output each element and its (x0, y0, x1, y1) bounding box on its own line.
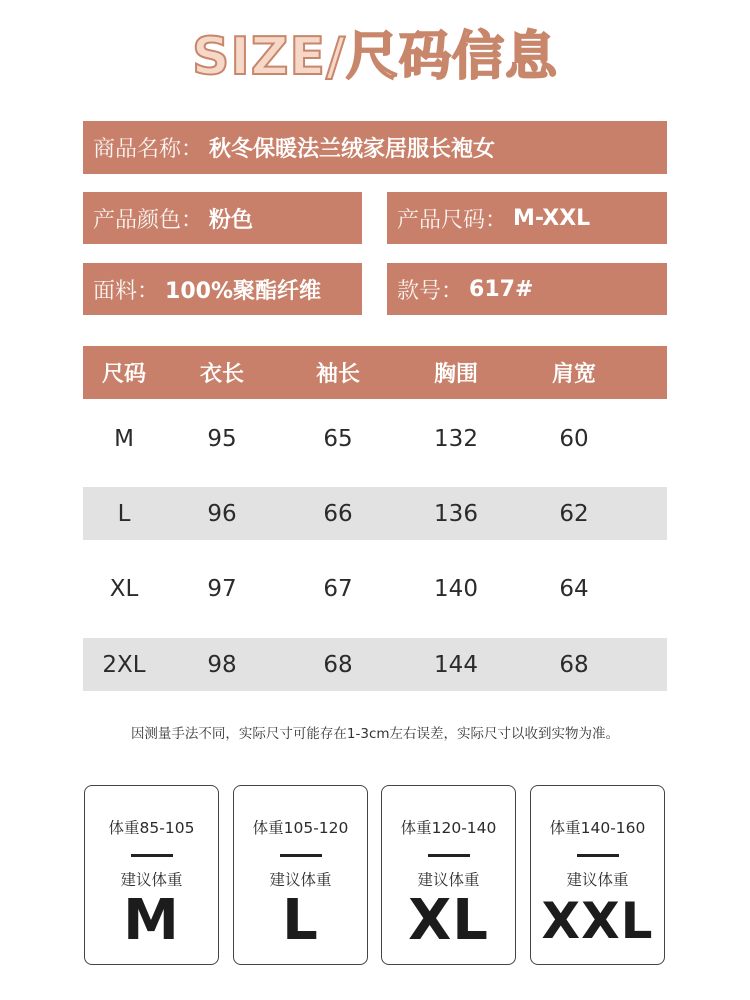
card-size: XXL (541, 892, 654, 950)
info-value: 粉色 (209, 207, 254, 233)
info-fabric (83, 263, 362, 315)
table-cell: 144 (434, 651, 478, 678)
table-cell: 98 (207, 651, 237, 678)
divider (577, 854, 619, 857)
size-card-xl (381, 785, 516, 965)
info-label: 产品颜色： (93, 207, 204, 233)
table-cell: 65 (323, 426, 353, 452)
card-size: XL (408, 888, 489, 953)
table-cell: 140 (434, 576, 478, 602)
info-value: 秋冬保暖法兰绒家居服长袍女 (209, 137, 496, 162)
info-value: 617# (469, 276, 534, 302)
info-product-name (83, 121, 667, 174)
header-size: 尺码 (101, 362, 146, 387)
card-weight: 体重85-105 (108, 819, 195, 837)
divider (280, 854, 322, 857)
info-label: 商品名称： (93, 137, 204, 162)
info-value: 100%聚酯纤维 (165, 278, 321, 304)
table-cell: 64 (559, 576, 589, 602)
card-weight: 体重120-140 (400, 819, 497, 837)
size-table (83, 346, 667, 691)
table-row (83, 399, 667, 479)
card-suggest: 建议体重 (566, 871, 629, 889)
card-suggest: 建议体重 (120, 871, 183, 889)
table-cell: 2XL (102, 651, 146, 678)
table-cell: 68 (559, 651, 589, 678)
size-card-xxl (530, 785, 665, 965)
info-value: M-XXL (513, 205, 591, 231)
header-sleeve: 袖长 (315, 362, 360, 387)
table-cell: 96 (207, 500, 237, 527)
table-cell: M (114, 426, 134, 452)
info-product-size (387, 192, 667, 244)
info-label: 面料： (93, 278, 160, 304)
info-style-number (387, 263, 667, 315)
page-title: SIZE/尺码信息 (191, 27, 559, 87)
card-suggest: 建议体重 (269, 871, 332, 889)
table-row (83, 540, 667, 638)
table-cell: 95 (207, 426, 237, 452)
divider (428, 854, 470, 857)
card-size: M (123, 888, 180, 953)
card-weight: 体重105-120 (252, 819, 349, 837)
table-cell: XL (109, 576, 139, 602)
info-product-color (83, 192, 362, 244)
card-size: L (282, 888, 319, 953)
table-cell: 66 (323, 500, 353, 527)
card-suggest: 建议体重 (417, 871, 480, 889)
table-cell: 97 (207, 576, 237, 602)
table-cell: 68 (323, 651, 353, 678)
size-card-m (84, 785, 219, 965)
header-shoulder: 肩宽 (551, 362, 596, 387)
divider (131, 854, 173, 857)
table-cell: 132 (434, 426, 478, 452)
header-length: 衣长 (199, 362, 244, 387)
table-cell: L (117, 500, 131, 527)
table-cell: 67 (323, 576, 353, 602)
table-row (83, 487, 667, 540)
measurement-note: 因测量手法不同，实际尺寸可能存在1-3cm左右误差，实际尺寸以收到实物为准。 (130, 726, 620, 742)
info-label: 产品尺码： (397, 207, 508, 233)
table-cell: 60 (559, 426, 589, 452)
size-card-l (233, 785, 368, 965)
table-cell: 62 (559, 500, 589, 527)
size-table-header (83, 346, 667, 399)
table-cell: 136 (434, 500, 478, 527)
table-row (83, 638, 667, 691)
info-label: 款号： (397, 278, 464, 304)
header-bust: 胸围 (433, 362, 478, 387)
card-weight: 体重140-160 (549, 819, 646, 837)
